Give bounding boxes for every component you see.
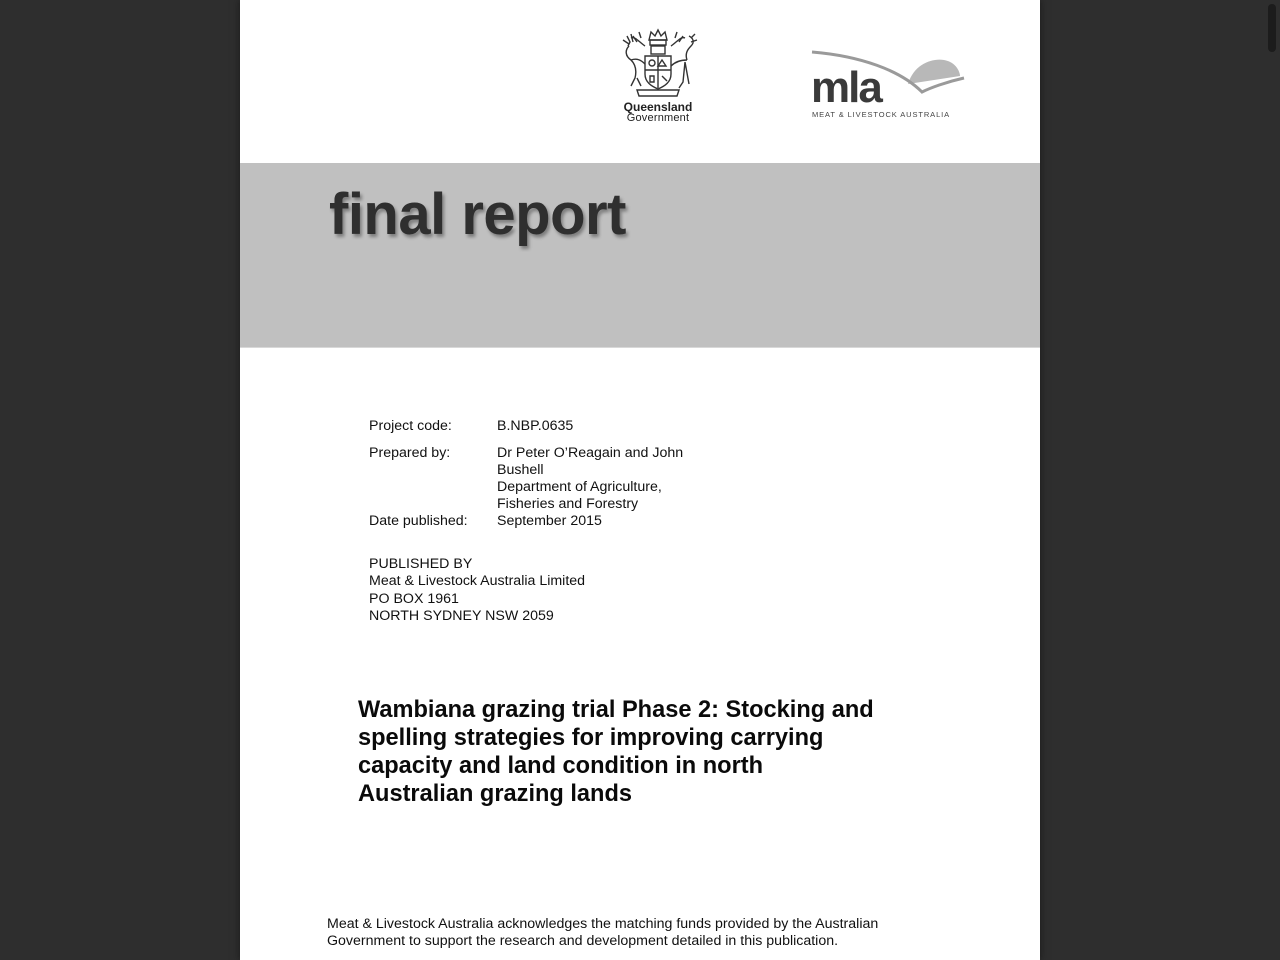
acknowledgement-line: Government to support the research and development detailed in this publication. [327,933,839,949]
prepared-by-label: Prepared by: [369,445,451,461]
date-published-row [369,513,707,530]
document-page [240,0,1040,960]
project-code-value: B.NBP.0635 [497,418,574,434]
queensland-logo-line2: Government [626,112,690,124]
mla-logo [810,46,970,122]
prepared-by-line: Department of Agriculture, [497,479,662,495]
document-title-line: capacity and land condition in north [358,753,764,779]
date-published-value: September 2015 [497,513,602,529]
prepared-by-line: Dr Peter O’Reagain and John [497,445,684,461]
title-banner [240,163,1040,348]
project-code-label: Project code: [369,418,452,434]
report-type-title: final report [329,182,626,247]
acknowledgement-line: Meat & Livestock Australia acknowledges the matching funds provided by the Australian [327,916,879,932]
queensland-logo-line1: Queensland [623,100,693,114]
publisher-po-box: PO BOX 1961 [369,590,459,607]
document-title-line: Wambiana grazing trial Phase 2: Stocking and [358,697,874,723]
mla-wordmark: mla [811,63,881,112]
document-title-line: Australian grazing lands [358,781,633,807]
mla-subtitle: MEAT & LIVESTOCK AUSTRALIA [812,110,951,119]
publisher-name: Meat & Livestock Australia Limited [369,573,586,590]
prepared-by-line: Bushell [497,462,544,478]
publisher-block [369,556,585,625]
project-details [369,418,707,530]
vertical-scrollbar[interactable] [1264,0,1280,960]
prepared-by-row [369,445,707,513]
prepared-by-line: Fisheries and Forestry [497,496,639,512]
prepared-by-value [497,445,707,513]
document-title [358,696,918,808]
queensland-government-logo [612,26,704,126]
document-title-line: spelling strategies for improving carrying [358,725,824,751]
acknowledgement-text [327,916,927,950]
queensland-coat-of-arms-icon [615,26,701,100]
date-published-label: Date published: [369,513,468,529]
project-code-row [369,418,707,435]
publisher-heading: PUBLISHED BY [369,556,473,572]
publisher-city: NORTH SYDNEY NSW 2059 [369,607,554,624]
scrollbar-thumb[interactable] [1268,4,1276,52]
